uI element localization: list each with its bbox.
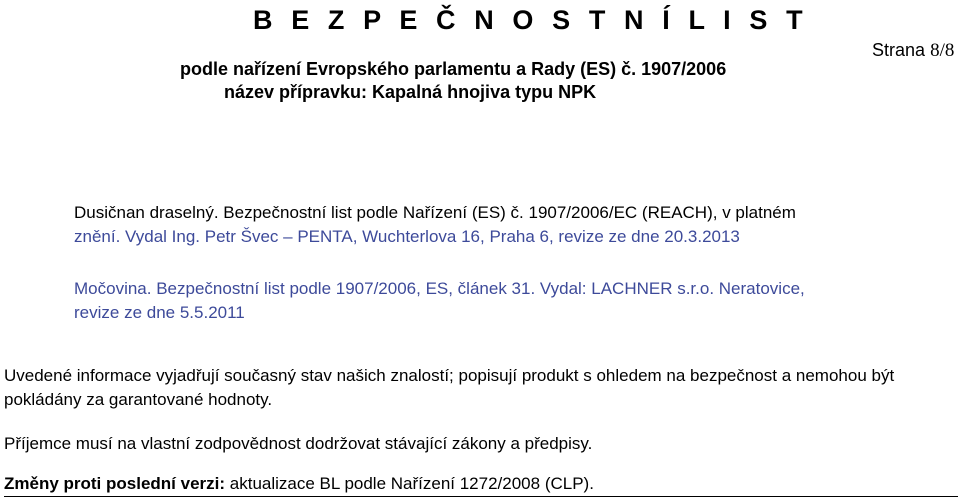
reference-line: Dusičnan draselný. Bezpečnostní list podle Nařízení (ES) č. 1907/2006/EC (REACH), v platném <box>74 203 796 222</box>
page-label: Strana <box>872 40 926 60</box>
page-indicator <box>872 38 954 63</box>
recipient-note: Příjemce musí na vlastní zodpovědnost dodržovat stávající zákony a předpisy. <box>4 434 593 453</box>
changes-text: aktualizace BL podle Nařízení 1272/2008 (CLP). <box>229 474 594 493</box>
footer-divider <box>4 496 958 497</box>
changes-note <box>4 472 954 496</box>
regulation-subtitle: podle nařízení Evropského parlamentu a Rady (ES) č. 1907/2006 <box>180 59 727 79</box>
reference-urea <box>74 277 958 325</box>
product-name: název přípravku: Kapalná hnojiva typu NPK <box>224 82 597 102</box>
page-number: 8/8 <box>930 40 955 61</box>
disclaimer-paragraph: Uvedené informace vyjadřují současný stav našich znalostí; popisují produkt s ohledem na bezpečnost a nemohou být pokládány za garantované hodnoty. <box>4 366 895 409</box>
document-title: B E Z P E Č N O S T N Í L I S T <box>253 5 809 35</box>
reference-line: znění. Vydal Ing. Petr Švec – PENTA, Wuchterlova 16, Praha 6, revize ze dne 20.3.2013 <box>74 227 740 246</box>
reference-line: revize ze dne 5.5.2011 <box>74 303 245 322</box>
reference-line: Močovina. Bezpečnostní list podle 1907/2006, ES, článek 31. Vydal: LACHNER s.r.o. Neratovice, <box>74 279 805 298</box>
reference-potassium-nitrate <box>74 201 958 249</box>
changes-label: Změny proti poslední verzi: <box>4 474 226 493</box>
